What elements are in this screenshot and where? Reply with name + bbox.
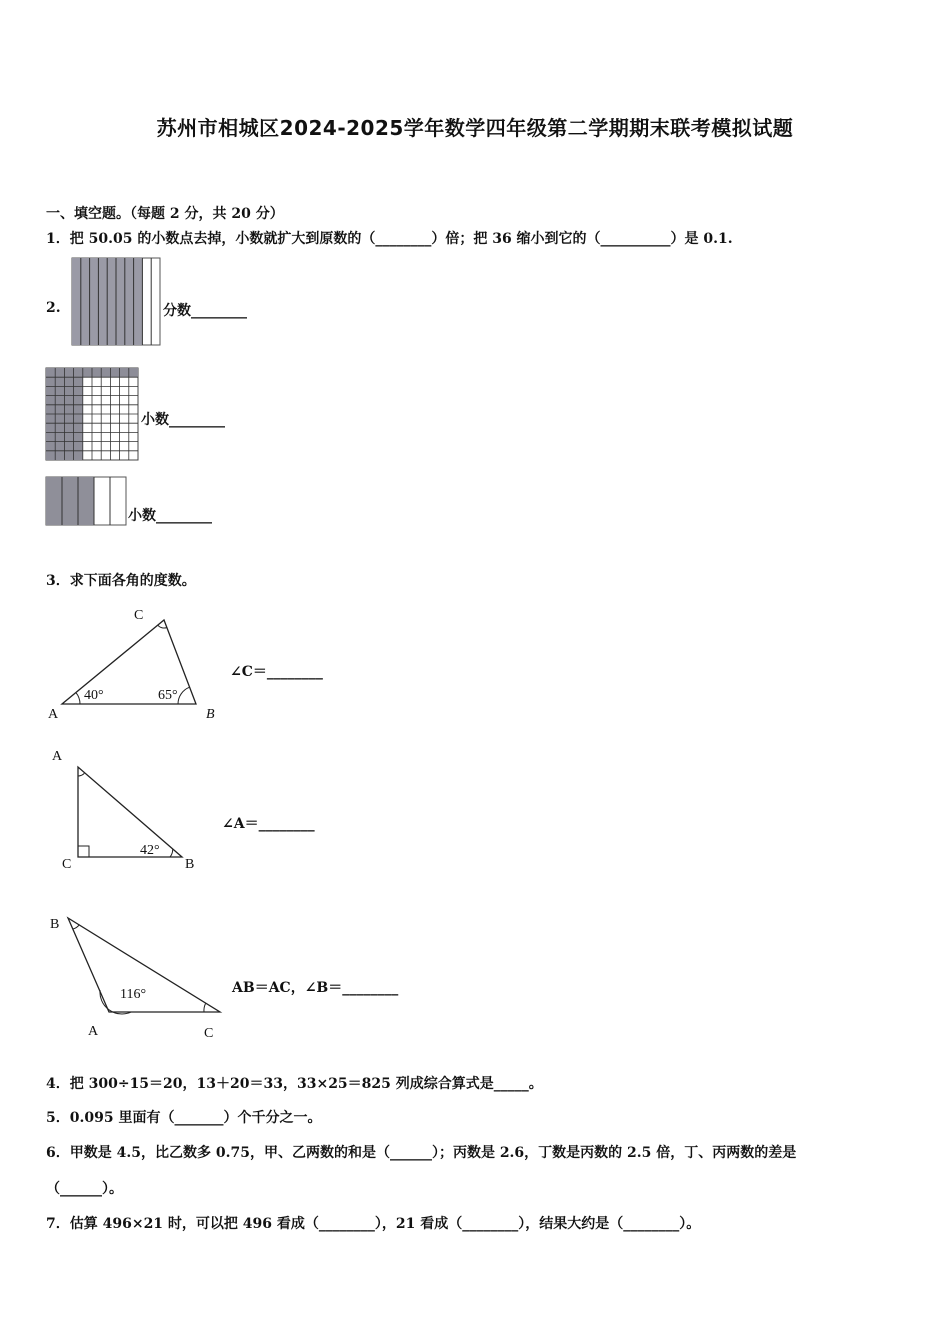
- question-6: 6．甲数是 4.5，比乙数多 0.75，甲、乙两数的和是（______）；丙数是 2.6，丁数是丙数的 2.5 倍，丁、丙两数的差是: [46, 1145, 797, 1161]
- question-2-number: 2.: [46, 300, 61, 316]
- triangle-2-vertex-b: B: [185, 857, 195, 872]
- section-heading: 一、填空题。（每题 2 分，共 20 分）: [46, 206, 284, 222]
- hundred-grid-figure: [46, 368, 138, 460]
- triangle-3-vertex-a: A: [88, 1024, 99, 1039]
- decimal-answer-2: 小数________: [128, 508, 212, 524]
- question-4: 4．把 300÷15＝20，13＋20＝33，33×25＝825 列成综合算式是_____。: [46, 1076, 543, 1092]
- triangle-2-vertex-a: A: [52, 749, 63, 764]
- triangle-1-figure: [40, 600, 230, 725]
- triangle-3-vertex-c: C: [204, 1026, 214, 1041]
- page-title: 苏州市相城区2024-2025学年数学四年级第二学期期末联考模拟试题: [156, 116, 794, 140]
- triangle-3-figure: [44, 906, 234, 1046]
- triangle-1-vertex-b: B: [206, 707, 215, 722]
- triangle-1-vertex-a: A: [48, 707, 59, 722]
- triangle-1-vertex-c: C: [134, 608, 144, 623]
- question-1: 1．把 50.05 的小数点去掉，小数就扩大到原数的（________）倍；把 36 缩小到它的（__________）是 0.1.: [46, 231, 733, 247]
- triangle-1-angle-b: 65°: [158, 688, 178, 703]
- triangle-2-figure: [44, 740, 214, 875]
- fraction-strip-figure: [72, 258, 160, 345]
- tenths-strip-figure: [46, 477, 126, 525]
- triangle-2-answer: ∠A＝________: [222, 816, 315, 832]
- triangle-3-vertex-b: B: [50, 917, 60, 932]
- decimal-answer-1: 小数________: [141, 412, 225, 428]
- triangle-3-angle-a: 116°: [120, 987, 147, 1002]
- triangle-1-answer: ∠C＝________: [230, 664, 323, 680]
- triangle-2-vertex-c: C: [62, 857, 72, 872]
- fraction-answer: 分数________: [163, 303, 247, 319]
- question-7: 7．估算 496×21 时，可以把 496 看成（________），21 看成（________），结果大约是（________）。: [46, 1216, 701, 1232]
- question-3: 3．求下面各角的度数。: [46, 573, 196, 589]
- question-6-continuation: （______）。: [46, 1181, 123, 1197]
- triangle-2-angle-b: 42°: [140, 843, 160, 858]
- question-5: 5．0.095 里面有（_______）个千分之一。: [46, 1110, 322, 1126]
- triangle-3-answer: AB＝AC，∠B＝________: [232, 980, 399, 996]
- triangle-1-angle-a: 40°: [84, 688, 104, 703]
